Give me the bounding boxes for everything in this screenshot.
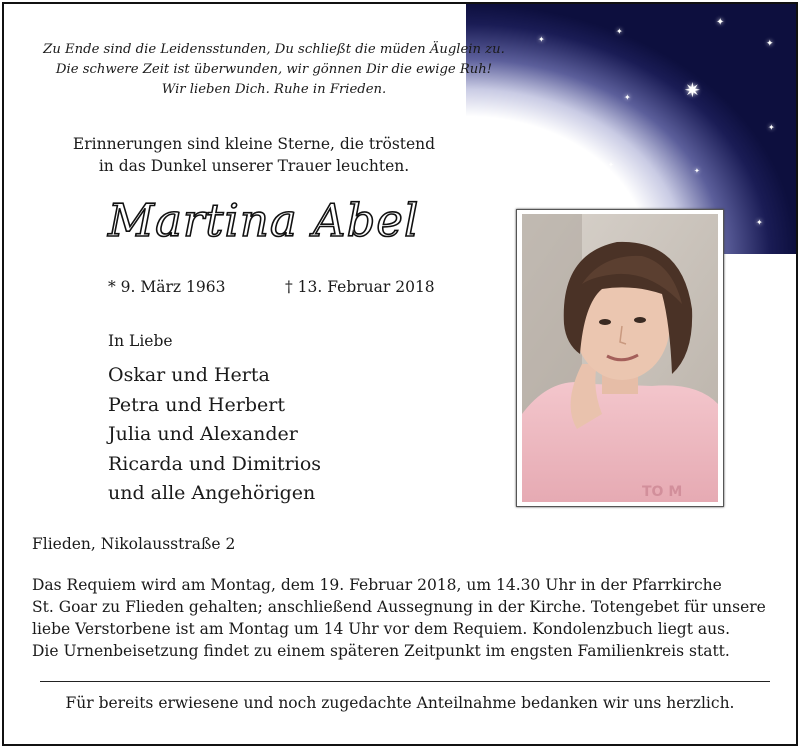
mourner-name: und alle Angehörigen: [108, 482, 316, 504]
star-icon: ✦: [624, 93, 631, 102]
star-icon: ✦: [768, 123, 775, 132]
quote-line: in das Dunkel unserer Trauer leuchten.: [98, 157, 410, 175]
mourner-name: Ricarda und Dimitrios: [108, 452, 322, 475]
death-date: † 13. Februar 2018: [285, 278, 435, 296]
star-icon: ✦: [616, 27, 623, 36]
portrait-photo: [516, 209, 724, 507]
star-icon: ✷: [684, 78, 701, 102]
star-icon: ✦: [694, 167, 700, 175]
announcement-line: Die Urnenbeisetzung findet zu einem späteren Zeitpunkt im engsten Familienkreis statt.: [32, 642, 730, 660]
birth-date: * 9. März 1963: [108, 278, 226, 296]
announcement-line: Das Requiem wird am Montag, dem 19. Februar 2018, um 14.30 Uhr in der Pfarrkirche: [32, 576, 722, 594]
divider: [40, 681, 770, 682]
mourner-name: Julia und Alexander: [108, 423, 298, 445]
announcement-line: liebe Verstorbene ist am Montag um 14 Uhr vor dem Requiem. Kondolenzbuch liegt aus.: [32, 620, 730, 638]
announcement-line: St. Goar zu Flieden gehalten; anschließend Aussegnung in der Kirche. Totengebet für unsere: [32, 598, 766, 616]
poem-line: Die schwere Zeit ist überwunden, wir gönnen Dir die ewige Ruh!: [55, 62, 493, 77]
obituary-card: [2, 2, 798, 746]
star-icon: ✦: [608, 161, 614, 169]
mourner-name: Petra und Herbert: [108, 393, 285, 416]
star-icon: ✦: [756, 218, 763, 227]
poem: [24, 40, 524, 100]
address: Flieden, Nikolausstraße 2: [32, 535, 236, 553]
star-icon: ✦: [538, 35, 545, 44]
thanks-text: Für bereits erwiesene und noch zugedachte Anteilnahme bedanken wir uns herzlich.: [65, 694, 735, 712]
poem-line: Wir lieben Dich. Ruhe in Frieden.: [161, 82, 387, 97]
star-icon: ✦: [716, 17, 725, 28]
svg-text:TO M: TO M: [642, 484, 683, 500]
mourners-list: [108, 361, 321, 509]
mourners-intro: In Liebe: [108, 332, 173, 350]
mourner-name: Oskar und Herta: [108, 364, 270, 386]
portrait-image: [522, 214, 718, 502]
star-icon: ✦: [766, 39, 774, 49]
poem-line: Zu Ende sind die Leidensstunden, Du schließt die müden Äuglein zu.: [43, 42, 505, 57]
quote-line: Erinnerungen sind kleine Sterne, die tröstend: [72, 135, 436, 153]
deceased-name: Martina Abel: [108, 194, 420, 247]
quote: [44, 133, 464, 177]
announcement-text: [32, 574, 772, 662]
